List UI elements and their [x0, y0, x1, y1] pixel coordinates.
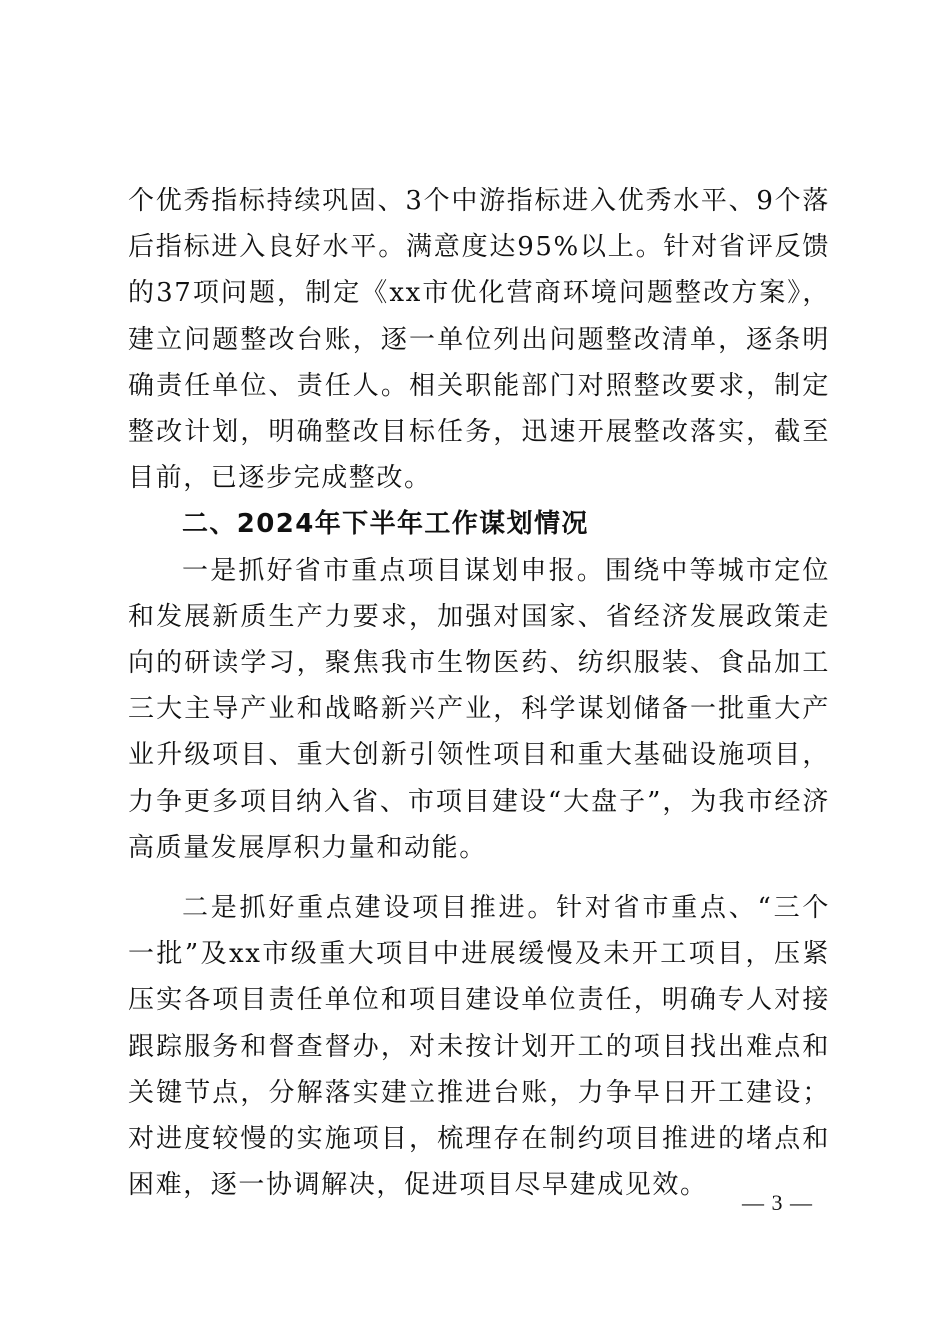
paragraph-spacer [128, 871, 830, 885]
paragraph-project-promotion: 二是抓好重点建设项目推进。针对省市重点、“三个一批”及xx市级重大项目中进展缓慢及未开工项目，压紧压实各项目责任单位和项目建设单位责任，明确专人对接跟踪服务和督查督办，对未按计划开工的项目找出难点和关键节点，分解落实建立推进台账，力争早日开工建设；对进度较慢的实施项目，梳理存在制约项目推进的堵点和困难，逐一协调解决，促进项目尽早建成见效。 [128, 893, 830, 1201]
paragraph-continued: 个优秀指标持续巩固、3个中游指标进入优秀水平、9个落后指标进入良好水平。满意度达95%以上。针对省评反馈的37项问题，制定《xx市优化营商环境问题整改方案》，建立问题整改台账，逐一单位列出问题整改清单，逐条明确责任单位、责任人。相关职能部门对照整改要求，制定整改计划，明确整改目标任务，迅速开展整改落实，截至目前，已逐步完成整改。 [128, 186, 830, 494]
section-heading: 二、2024年下半年工作谋划情况 [182, 509, 589, 540]
paragraph-project-planning: 一是抓好省市重点项目谋划申报。围绕中等城市定位和发展新质生产力要求，加强对国家、省经济发展政策走向的研读学习，聚焦我市生物医药、纺织服装、食品加工三大主导产业和战略新兴产业，科学谋划储备一批重大产业升级项目、重大创新引领性项目和重大基础设施项目，力争更多项目纳入省、市项目建设“大盘子”，为我市经济高质量发展厚积力量和动能。 [128, 555, 830, 863]
document-body [128, 178, 830, 1208]
page-number: — 3 — [742, 1190, 813, 1215]
